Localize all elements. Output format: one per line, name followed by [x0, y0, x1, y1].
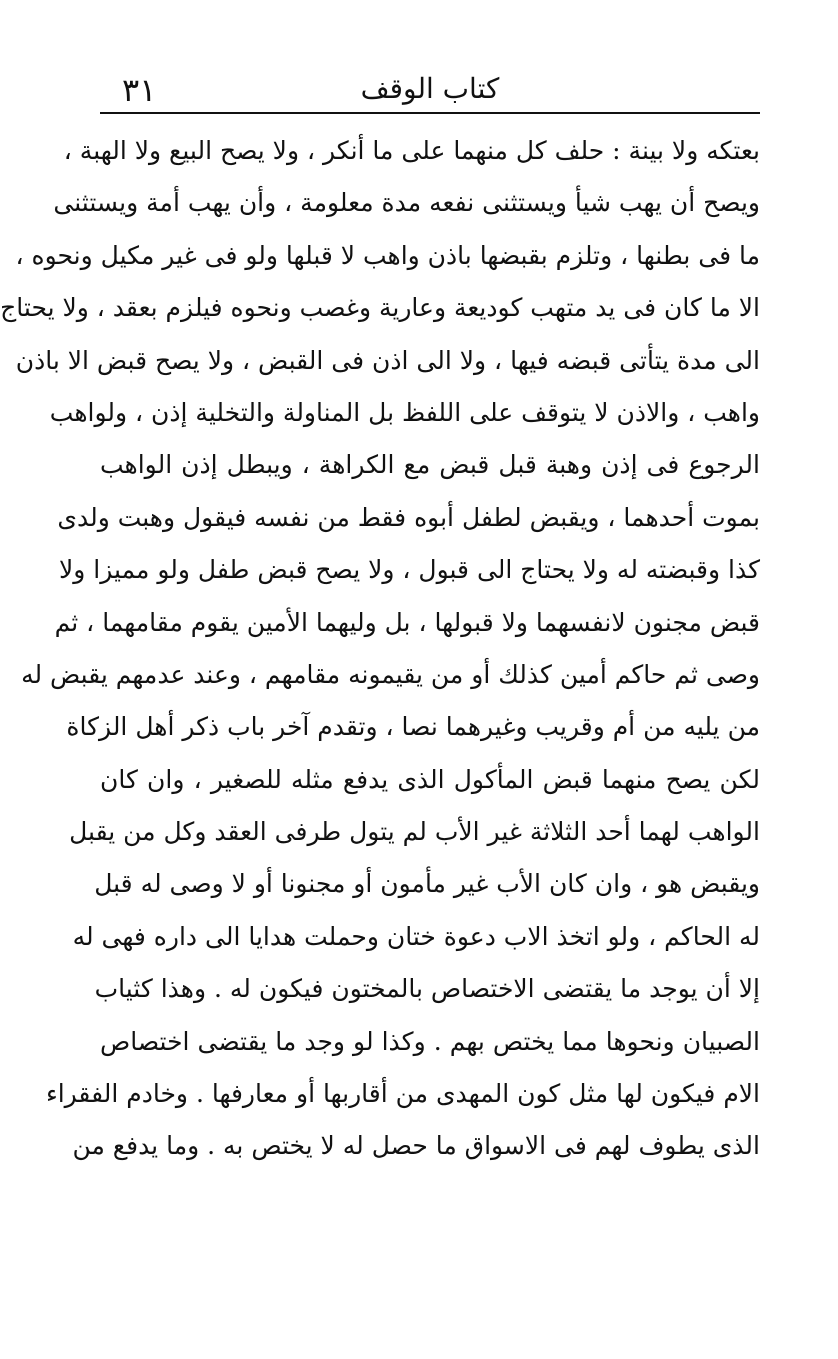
text-line: له الحاكم ، ولو اتخذ الاب دعوة ختان وحملت هدايا الى داره فهى له	[72, 921, 760, 951]
body-text	[0, 125, 760, 1173]
text-line: من يليه من أم وقريب وغيرهما نصا ، وتقدم آخر باب ذكر أهل الزكاة	[66, 712, 760, 742]
text-line: الام فيكون لها مثل كون المهدى من أقاربها أو معارفها . وخادم الفقراء	[45, 1079, 760, 1109]
text-line: بعتكه ولا بينة : حلف كل منهما على ما أنكر ، ولا يصح البيع ولا الهبة ،	[63, 136, 760, 165]
text-line: كذا وقبضته له ولا يحتاج الى قبول ، ولا يصح قبض طفل ولو مميزا ولا	[59, 555, 760, 585]
page-number: ٣١	[122, 71, 157, 109]
text-line: ما فى بطنها ، وتلزم بقبضها باذن واهب لا قبلها ولو فى غير مكيل ونحوه ،	[15, 240, 760, 270]
text-line: ويصح أن يهب شيأ ويستثنى نفعه مدة معلومة ، وأن يهب أمة ويستثنى	[53, 188, 760, 218]
text-line: واهب ، والاذن لا يتوقف على اللفظ بل المناولة والتخلية إذن ، ولواهب	[49, 397, 760, 427]
text-line: الرجوع فى إذن وهبة قبل قبض مع الكراهة ، ويبطل إذن الواهب	[100, 450, 760, 480]
text-line: الصبيان ونحوها مما يختص بهم . وكذا لو وجد ما يقتضى اختصاص	[100, 1026, 760, 1056]
page-header	[100, 62, 760, 112]
text-line: ويقبض هو ، وان كان الأب غير مأمون أو مجنونا أو لا وصى له قبل	[94, 869, 760, 899]
text-line: الى مدة يتأتى قبضه فيها ، ولا الى اذن فى القبض ، ولا يصح قبض الا باذن	[15, 345, 760, 375]
running-title: كتاب الوقف	[360, 72, 500, 105]
text-line: قبض مجنون لانفسهما ولا قبولها ، بل وليهما الأمين يقوم مقامهما ، ثم	[54, 607, 760, 637]
text-line: لكن يصح منهما قبض المأكول الذى يدفع مثله للصغير ، وان كان	[100, 764, 760, 794]
text-line: الواهب لهما أحد الثلاثة غير الأب لم يتول طرفى العقد وكل من يقبل	[69, 817, 760, 847]
text-line: وصى ثم حاكم أمين كذلك أو من يقيمونه مقامهم ، وعند عدمهم يقبض له	[21, 659, 760, 689]
text-line: الا ما كان فى يد متهب كوديعة وعارية وغصب ونحوه فيلزم بعقد ، ولا يحتاج	[0, 293, 760, 323]
header-rule	[100, 112, 760, 114]
text-line: إلا أن يوجد ما يقتضى الاختصاص بالمختون فيكون له . وهذا كثياب	[94, 974, 760, 1004]
text-line: بموت أحدهما ، ويقبض لطفل أبوه فقط من نفسه فيقول وهبت ولدى	[57, 502, 760, 532]
text-line: الذى يطوف لهم فى الاسواق ما حصل له لا يختص به . وما يدفع من	[72, 1131, 760, 1161]
